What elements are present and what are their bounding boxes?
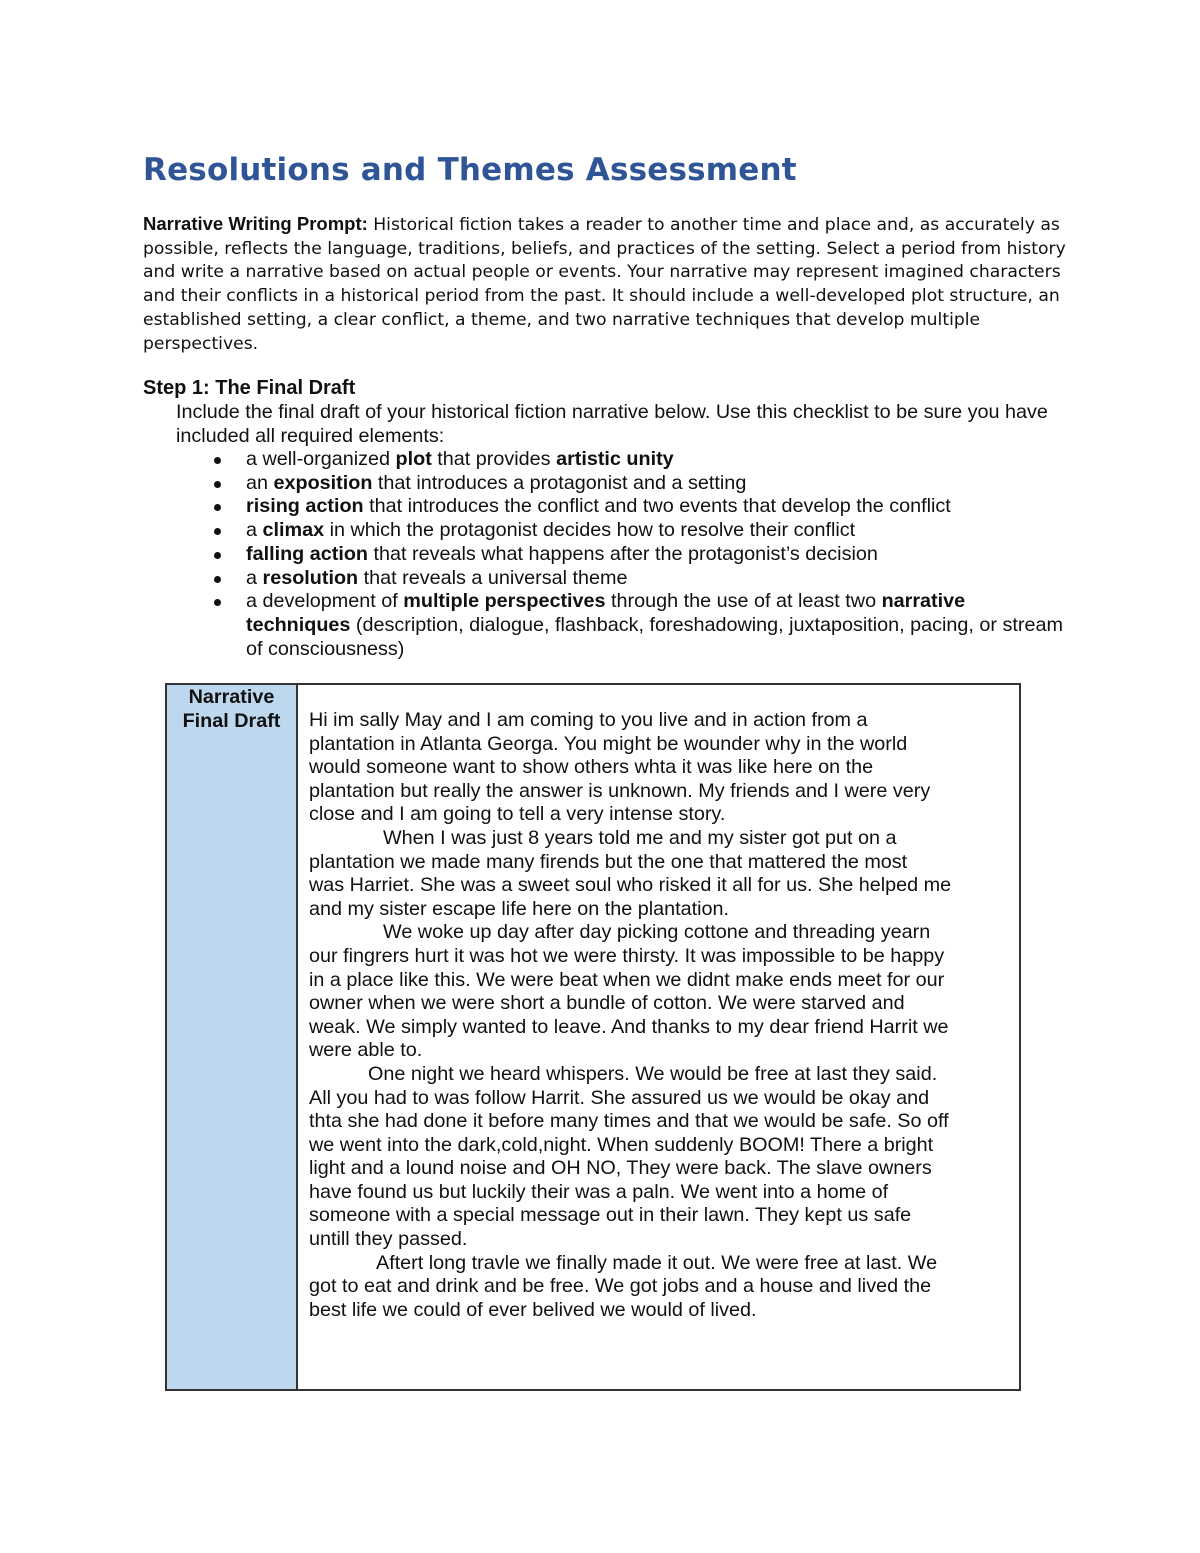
draft-line: in a place like this. We were beat when we didnt make ends meet for our [309, 968, 945, 991]
bullet-icon [214, 504, 221, 511]
checklist-item: a development of multiple perspectives through the use of at least two narrative techniques (description, dialogue, flashback, foreshadowing, juxtaposition, pacing, or stream of consciousness) [212, 590, 1072, 661]
checklist-item: rising action that introduces the conflict and two events that develop the conflict [212, 495, 1072, 519]
checklist-item: a well-organized plot that provides artistic unity [212, 448, 1072, 472]
draft-line: we went into the dark,cold,night. When suddenly BOOM! There a bright [309, 1133, 934, 1156]
draft-line: close and I am going to tell a very intense story. [309, 803, 726, 826]
draft-line: our fingrers hurt it was hot we were thirsty. It was impossible to be happy [309, 944, 945, 967]
draft-line: light and a lound noise and OH NO, They were back. The slave owners [309, 1157, 932, 1180]
draft-text-cell[interactable] [309, 709, 1014, 1322]
draft-line: plantation in Atlanta Georga. You might be wounder why in the world [309, 732, 908, 755]
document-title: Resolutions and Themes Assessment [143, 152, 797, 188]
draft-line: best life we could of ever belived we would of lived. [309, 1298, 757, 1321]
draft-line: would someone want to show others whta it was like here on the [309, 756, 874, 779]
draft-line: have found us but luckily their was a paln. We went into a home of [309, 1180, 889, 1203]
step1-intro: Include the final draft of your historical fiction narrative below. Use this checklist to be sure you have included all required elements: [176, 401, 1048, 447]
bullet-icon [214, 457, 221, 464]
writing-prompt [143, 212, 1073, 356]
draft-line: got to eat and drink and be free. We got jobs and a house and lived the [309, 1275, 932, 1298]
draft-line: When I was just 8 years told me and my sister got put on a [383, 826, 897, 849]
bullet-icon [214, 528, 221, 535]
checklist-item: an exposition that introduces a protagonist and a setting [212, 472, 1072, 496]
draft-line: One night we heard whispers. We would be free at last they said. [368, 1062, 938, 1085]
draft-label-line1: Narrative [188, 686, 275, 708]
draft-label-line2: Final Draft [182, 709, 281, 732]
draft-line: weak. We simply wanted to leave. And thanks to my dear friend Harrit we [309, 1015, 949, 1038]
draft-line: someone with a special message out in their lawn. They kept us safe [309, 1204, 912, 1227]
draft-label-cell [167, 685, 298, 1389]
draft-line: We woke up day after day picking cottone and threading yearn [383, 921, 931, 944]
draft-line: Aftert long travle we finally made it out. We were free at last. We [376, 1251, 938, 1274]
draft-line: plantation but really the answer is unknown. My friends and I were very [309, 779, 931, 802]
checklist-item: a climax in which the protagonist decides how to resolve their conflict [212, 519, 1072, 543]
requirements-checklist [212, 448, 1072, 661]
draft-line: All you had to was follow Harrit. She assured us we would be okay and [309, 1086, 930, 1109]
draft-line: plantation we made many firends but the one that mattered the most [309, 850, 908, 873]
draft-line: untill they passed. [309, 1228, 468, 1251]
draft-line: was Harriet. She was a sweet soul who risked it all for us. She helped me [309, 874, 952, 897]
draft-line: and my sister escape life here on the plantation. [309, 897, 730, 920]
bullet-icon [214, 576, 221, 583]
draft-line: were able to. [309, 1039, 423, 1062]
checklist-item: falling action that reveals what happens after the protagonist’s decision [212, 543, 1072, 567]
bullet-icon [214, 481, 221, 488]
bullet-icon [214, 552, 221, 559]
prompt-label: Narrative Writing Prompt: [143, 213, 368, 234]
draft-line: thta she had done it before many times and that we would be safe. So off [309, 1110, 949, 1133]
step1-heading: Step 1: The Final Draft [143, 377, 356, 399]
prompt-text: Historical fiction takes a reader to another time and place and, as accurately as possible, reflects the language, traditions, beliefs, and practices of the setting. Select a period from history and write a narrative based on actual people or events. Your narrative may represent imagined characters and their conflicts in a historical period from the past. It should include a well-developed plot structure, an established setting, a clear conflict, a theme, and two narrative techniques that develop multiple perspectives. [143, 215, 1066, 354]
draft-line: Hi im sally May and I am coming to you live and in action from a [309, 709, 868, 731]
draft-line: owner when we were short a bundle of cotton. We were starved and [309, 992, 905, 1015]
bullet-icon [214, 599, 221, 606]
final-draft-table [165, 683, 1021, 1391]
checklist-item: a resolution that reveals a universal theme [212, 567, 1072, 591]
